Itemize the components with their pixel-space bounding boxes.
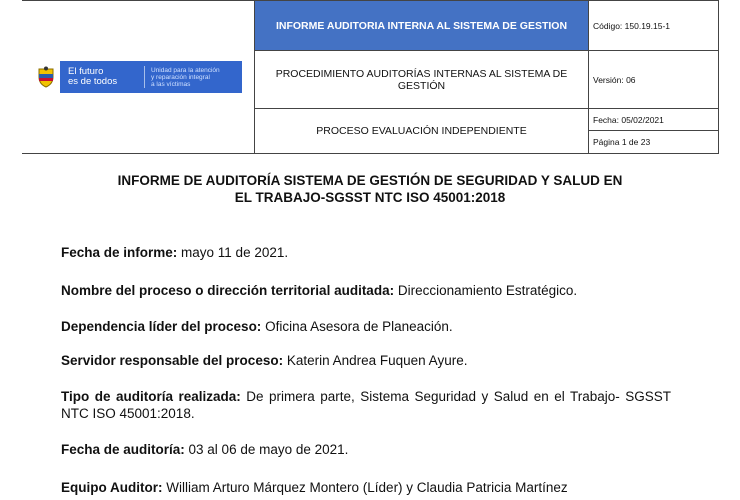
audit-team-field	[61, 479, 671, 496]
page-number: Página 1 de 23	[593, 137, 651, 148]
audit-date-field	[61, 441, 671, 458]
field-label: Servidor responsable del proceso:	[61, 353, 284, 368]
field-label: Dependencia líder del proceso:	[61, 319, 262, 334]
title-line-2: EL TRABAJO-SGSST NTC ISO 45001:2018	[234, 190, 506, 205]
field-value: William Arturo Márquez Montero (Líder) y Claudia Patricia Martínez	[162, 480, 568, 495]
logo-line-1: El futuro	[68, 66, 104, 77]
lead-unit-field	[61, 318, 671, 335]
field-label: Fecha de auditoría:	[61, 442, 185, 457]
unit-line-2: y reparación integral	[151, 73, 210, 81]
date-page-cell	[589, 108, 719, 153]
process-cell: PROCESO EVALUACIÓN INDEPENDIENTE	[255, 108, 589, 153]
field-value: De primera parte, Sistema Seguridad y Salud en el Trabajo- SGSST NTC ISO 45001:2018.	[61, 389, 671, 421]
field-label: Tipo de auditoría realizada:	[61, 389, 241, 404]
field-label: Equipo Auditor:	[61, 480, 163, 495]
report-title-cell: INFORME AUDITORIA INTERNA AL SISTEMA DE GESTION	[255, 1, 589, 51]
version-cell: Versión: 06	[589, 51, 719, 108]
coat-of-arms-icon	[32, 61, 60, 93]
responsible-field	[61, 352, 671, 369]
code-cell: Código: 150.19.15-1	[589, 1, 719, 51]
field-value: 03 al 06 de mayo de 2021.	[184, 442, 349, 457]
audit-type-field	[61, 388, 671, 422]
field-label: Nombre del proceso o dirección territorial auditada:	[61, 283, 395, 298]
process-name-field	[61, 282, 671, 299]
unit-line-1: Unidad para la atención	[151, 66, 220, 74]
unit-line-3: a las víctimas	[151, 80, 191, 88]
report-date-field	[61, 244, 671, 261]
procedure-cell: PROCEDIMIENTO AUDITORÍAS INTERNAS AL SISTEMA DE GESTIÓN	[255, 51, 589, 108]
field-value: Katerin Andrea Fuquen Ayure.	[283, 353, 468, 368]
logo-divider	[144, 66, 145, 88]
field-label: Fecha de informe:	[61, 245, 178, 260]
field-value: Direccionamiento Estratégico.	[394, 283, 578, 298]
logo-line-2: es de todos	[68, 76, 118, 87]
document-header-table	[22, 0, 719, 154]
title-line-1: INFORME DE AUDITORÍA SISTEMA DE GESTIÓN DE SEGURIDAD Y SALUD EN	[117, 173, 623, 188]
logo-cell	[22, 1, 255, 154]
field-value: mayo 11 de 2021.	[177, 245, 289, 260]
field-value: Oficina Asesora de Planeación.	[261, 319, 453, 334]
document-title	[55, 172, 685, 206]
institution-logo	[32, 61, 242, 93]
date-text: Fecha: 05/02/2021	[589, 109, 718, 132]
